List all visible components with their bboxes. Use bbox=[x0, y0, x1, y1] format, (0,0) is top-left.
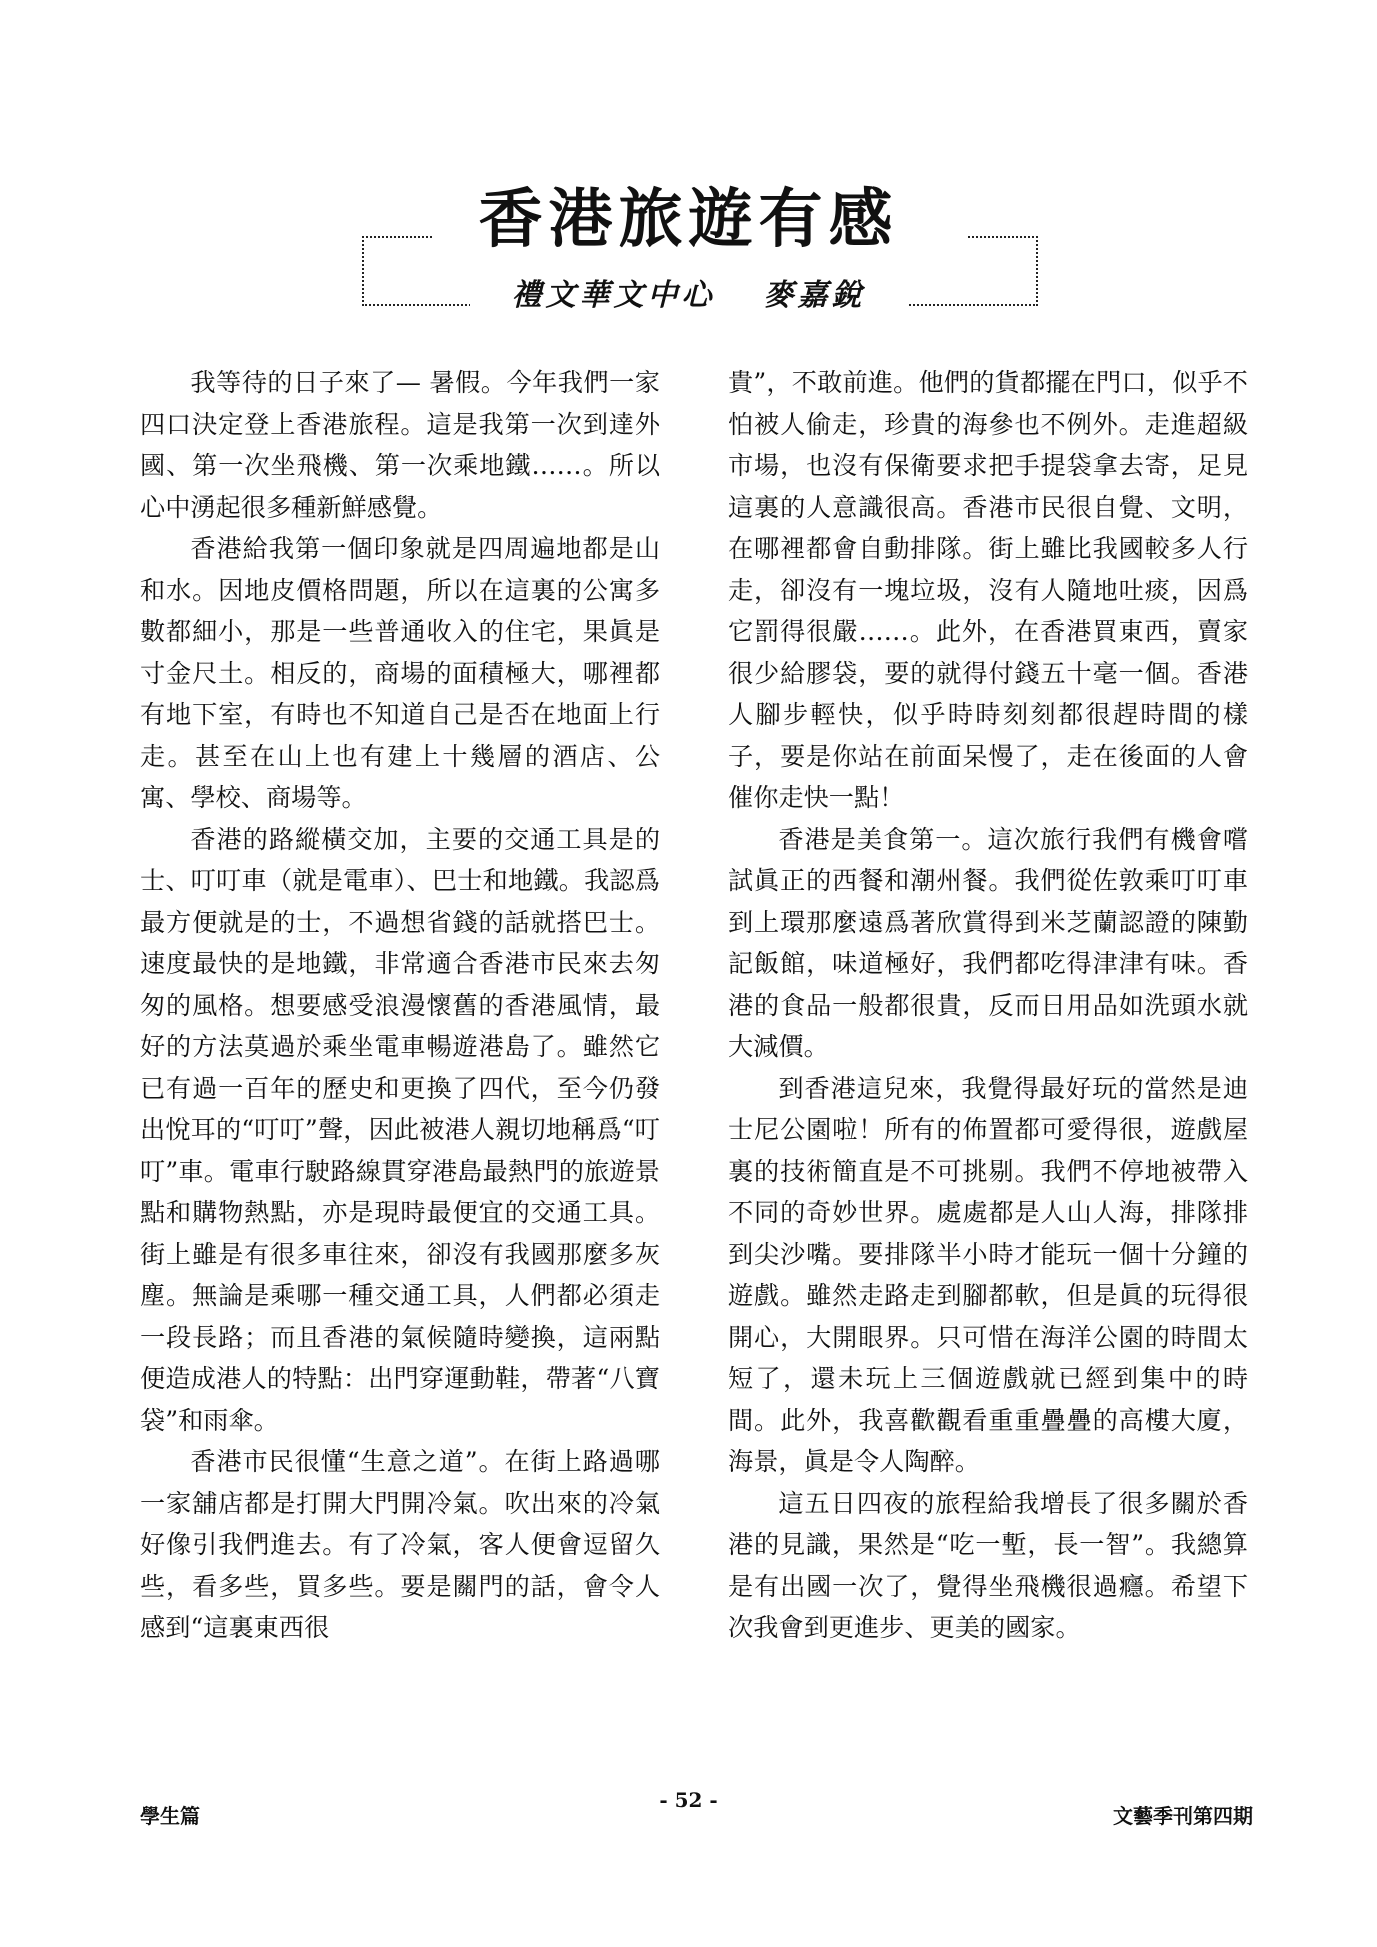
author-name: 麥嘉銳 bbox=[763, 278, 866, 313]
byline bbox=[0, 272, 1377, 320]
left-column bbox=[140, 362, 660, 1649]
paragraph: 香港給我第一個印象就是四周遍地都是山和水。因地皮價格問題，所以在這裏的公寓多數都細小，那是一些普通收入的住宅，果眞是寸金尺土。相反的，商場的面積極大，哪裡都有地下室，有時也不知道自己是否在地面上行走。甚至在山上也有建上十幾層的酒店、公寓、學校、商場等。 bbox=[140, 534, 660, 812]
paragraph: 香港是美食第一。這次旅行我們有機會嚐試眞正的西餐和潮州餐。我們從佐敦乘叮叮車到上環那麼遠爲著欣賞得到米芝蘭認證的陳勤記飯館，味道極好，我們都吃得津津有味。香港的食品一般都很貴，反而日用品如洗頭水就大減價。 bbox=[728, 824, 1248, 1061]
footer-publication: 文藝季刊第四期 bbox=[1113, 1804, 1253, 1828]
paragraph: 到香港這兒來，我覺得最好玩的當然是迪士尼公園啦！所有的佈置都可愛得很，遊戲屋裏的技術簡直是不可挑剔。我們不停地被帶入不同的奇妙世界。處處都是人山人海，排隊排到尖沙嘴。要排隊半小時才能玩一個十分鐘的遊戲。雖然走路走到腳都軟，但是眞的玩得很開心，大開眼界。只可惜在海洋公園的時間太短了，還未玩上三個遊戲就已經到集中的時間。此外，我喜歡觀看重重疊疊的高樓大廈，海景，眞是令人陶醉。 bbox=[728, 1073, 1248, 1476]
byline-text bbox=[470, 272, 908, 320]
paragraph: 我等待的日子來了— 暑假。今年我們一家四口決定登上香港旅程。這是我第一次到達外國、第一次坐飛機、第一次乘地鐵……。所以心中湧起很多種新鮮感覺。 bbox=[140, 368, 660, 522]
right-column bbox=[728, 362, 1248, 1649]
article-title: 香港旅遊有感 bbox=[478, 182, 899, 257]
paragraph: 香港的路縱橫交加，主要的交通工具是的士、叮叮車（就是電車）、巴士和地鐵。我認爲最方便就是的士，不過想省錢的話就搭巴士。速度最快的是地鐵，非常適合香港市民來去匆匆的風格。想要感受浪漫懷舊的香港風情，最好的方法莫過於乘坐電車暢遊港島了。雖然它已有過一百年的歷史和更換了四代，至今仍發出悅耳的“叮叮”聲，因此被港人親切地稱爲“叮叮”車。電車行駛路線貫穿港島最熱門的旅遊景點和購物熱點，亦是現時最便宜的交通工具。街上雖是有很多車往來，卻沒有我國那麼多灰塵。無論是乘哪一種交通工具，人們都必須走一段長路；而且香港的氣候隨時變換，這兩點便造成港人的特點：出門穿運動鞋，帶著“八寶袋”和雨傘。 bbox=[140, 824, 660, 1435]
paragraph: 貴”，不敢前進。他們的貨都擺在門口，似乎不怕被人偷走，珍貴的海參也不例外。走進超級市場，也沒有保衛要求把手提袋拿去寄，足見這裏的人意識很高。香港市民很自覺、文明，在哪裡都會自動排隊。街上雖比我國較多人行走，卻沒有一塊垃圾，沒有人隨地吐痰，因爲它罰得很嚴……。此外，在香港買東西，賣家很少給膠袋，要的就得付錢五十毫一個。香港人腳步輕快，似乎時時刻刻都很趕時間的樣子，要是你站在前面呆慢了，走在後面的人會催你走快一點！ bbox=[728, 368, 1248, 812]
school-name: 禮文華文中心 bbox=[511, 278, 716, 313]
paragraph: 這五日四夜的旅程給我增長了很多關於香港的見識，果然是“吃一塹，長一智”。我總算是有出國一次了，覺得坐飛機很過癮。希望下次我會到更進步、更美的國家。 bbox=[728, 1488, 1248, 1642]
footer-section: 學生篇 bbox=[140, 1804, 200, 1828]
page-number: - 52 - bbox=[659, 1788, 718, 1812]
paragraph: 香港市民很懂“生意之道”。在街上路過哪一家舖店都是打開大門開冷氣。吹出來的冷氣好像引我們進去。有了冷氣，客人便會逗留久些，看多些，買多些。要是關門的話，會令人感到“這裏東西很 bbox=[140, 1447, 660, 1642]
